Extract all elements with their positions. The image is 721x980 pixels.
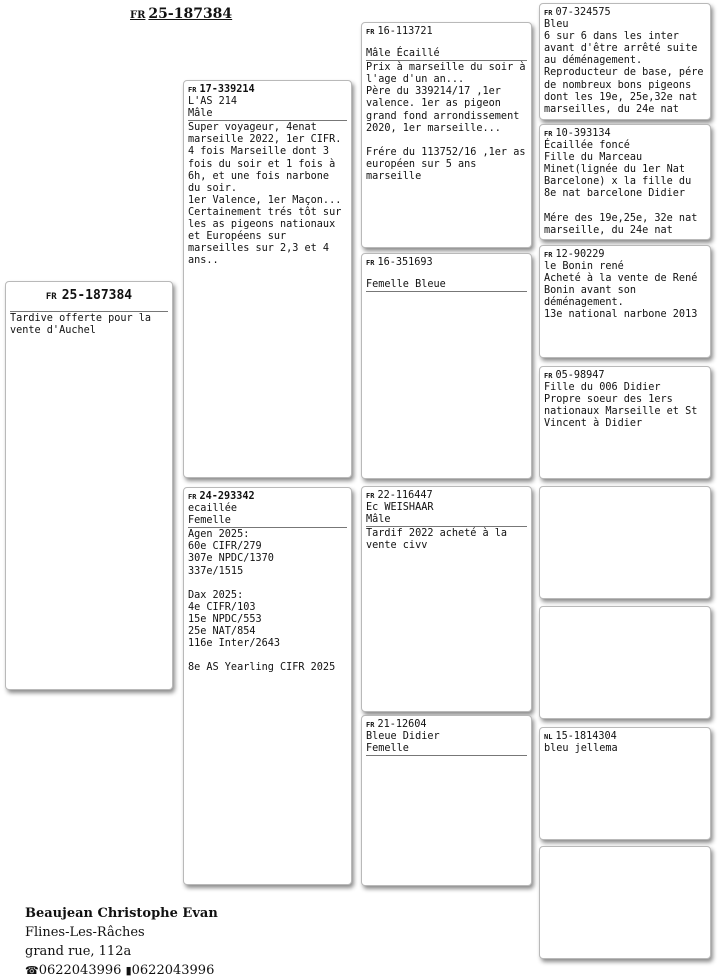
owner-mobile[interactable]: 0622043996 xyxy=(131,963,215,978)
pigeon-name: Ec WEISHAAR xyxy=(366,502,434,514)
pigeon-notes: Prix à marseille du soir à l'age d'un an... Père du 339214/17 ,1er valence. 1er as pigeon grand fond arrondissement 2020, 1er marseille... Frére du 113752/16 ,1er as européen sur 5 ans marseille xyxy=(366,62,526,183)
pigeon-card-mother-father[interactable] xyxy=(361,486,532,712)
pigeon-notes: Propre soeur des 1ers nationaux Marseille et St Vincent à Didier xyxy=(544,394,698,430)
pigeon-card-ffm[interactable] xyxy=(539,124,711,240)
pigeon-notes: Fille du Marceau Minet(lignée du 1er Nat Barcelone) x la fille du 8e nat barcelone Didier Mére des 19e,25e, 32e nat marseille, du 24e nat xyxy=(544,152,698,236)
pigeon-card-fmm[interactable] xyxy=(539,366,711,479)
title-country: FR xyxy=(130,10,146,21)
pigeon-notes: Tardif 2022 acheté à la vente civv xyxy=(366,528,508,552)
pigeon-name: Fille du 006 Didier xyxy=(544,382,661,394)
owner-city: Flines-Les-Râches xyxy=(25,925,145,940)
pigeon-notes: Acheté à la vente de René Bonin avant son déménagement. 13e national narbone 2013 xyxy=(544,273,698,321)
pigeon-card-mmm-empty[interactable] xyxy=(539,846,711,959)
owner-street: grand rue, 112a xyxy=(25,944,132,959)
card-header xyxy=(188,84,347,121)
pigeon-sex: Femelle xyxy=(188,515,231,527)
pigeon-card-mother[interactable] xyxy=(183,487,352,885)
ring-number: FR 16-113721 xyxy=(366,26,433,37)
pigeon-name: Écaillée foncé xyxy=(544,140,630,152)
pigeon-name: le Bonin rené xyxy=(544,261,624,273)
owner-phones xyxy=(25,961,218,980)
pigeon-card-fmf[interactable] xyxy=(539,245,711,358)
pigeon-notes: 6 sur 6 dans les inter avant d'être arrêté suite au déménagement. Reproducteur de base, pére de nombreux bons pigeons dont les 19e, 25e,32e nat marseilles, du 24e nat xyxy=(544,31,704,115)
pigeon-card-root[interactable] xyxy=(5,281,173,690)
ring-number: FR 10-393134 xyxy=(544,128,611,139)
ring-number: FR 22-116447 xyxy=(366,490,433,501)
title-ring: 25-187384 xyxy=(148,6,233,22)
ring-number: FR 25-187384 xyxy=(10,285,168,312)
pigeon-name: Femelle Bleue xyxy=(366,279,446,291)
pigeon-name: Bleue Didier xyxy=(366,731,440,743)
pigeon-name: Bleu xyxy=(544,19,569,31)
ring-number: FR 24-293342 xyxy=(188,491,255,502)
pedigree-title xyxy=(130,6,232,22)
pigeon-notes: Tardive offerte pour la vente d'Auchel xyxy=(10,313,152,337)
pigeon-card-mother-mother[interactable] xyxy=(361,715,532,886)
pigeon-name: bleu jellema xyxy=(544,743,618,755)
pigeon-notes: Agen 2025: 60e CIFR/279 307e NPDC/1370 337e/1515 Dax 2025: 4e CIFR/103 15e NPDC/553 25e NAT/854 116e Inter/2643 8e AS Yearling CIFR 2025 xyxy=(188,529,336,674)
pigeon-name: Mâle Écaillé xyxy=(366,48,440,60)
pigeon-card-mff-empty[interactable] xyxy=(539,486,711,599)
pigeon-card-fff[interactable] xyxy=(539,3,711,120)
card-header xyxy=(366,719,527,756)
ring-number: FR 05-98947 xyxy=(544,370,605,381)
pigeon-name: L'AS 214 xyxy=(188,96,238,108)
card-header xyxy=(188,491,347,528)
pigeon-card-mfm-empty[interactable] xyxy=(539,606,711,719)
pigeon-card-father-mother[interactable] xyxy=(361,253,532,479)
ring-number: FR 17-339214 xyxy=(188,84,255,95)
ring-number: NL 15-1814304 xyxy=(544,731,617,742)
pigeon-notes: Super voyageur, 4enat marseille 2022, 1er CIFR. 4 fois Marseille dont 3 fois du soir et 1 fois à 6h, et une fois narbone du soir. 1er Valence, 1er Maçon... Certainement trés tôt sur les as pigeons nationaux et Européens sur marseilles sur 2,3 et 4 ans.. xyxy=(188,122,342,267)
pigeon-card-father[interactable] xyxy=(183,80,352,478)
owner-info xyxy=(25,904,218,980)
card-header xyxy=(366,257,527,292)
ring-number: FR 12-90229 xyxy=(544,249,605,260)
owner-name: Beaujean Christophe Evan xyxy=(25,906,218,921)
card-header xyxy=(366,490,527,527)
pigeon-sex: Femelle xyxy=(366,743,409,755)
ring-number: FR 16-351693 xyxy=(366,257,433,268)
pigeon-card-mmf[interactable] xyxy=(539,727,711,840)
phone-icon: ☎ xyxy=(25,964,39,977)
ring-number: FR 21-12604 xyxy=(366,719,427,730)
card-header xyxy=(366,26,527,61)
pigeon-name: ecaillée xyxy=(188,503,238,515)
ring-number: FR 07-324575 xyxy=(544,7,611,18)
mobile-phone-icon: ▮ xyxy=(125,964,132,977)
pigeon-sex: Mâle xyxy=(366,514,391,526)
pigeon-card-father-father[interactable] xyxy=(361,22,532,248)
pigeon-sex: Mâle xyxy=(188,108,213,120)
owner-phone[interactable]: 0622043996 xyxy=(38,963,122,978)
